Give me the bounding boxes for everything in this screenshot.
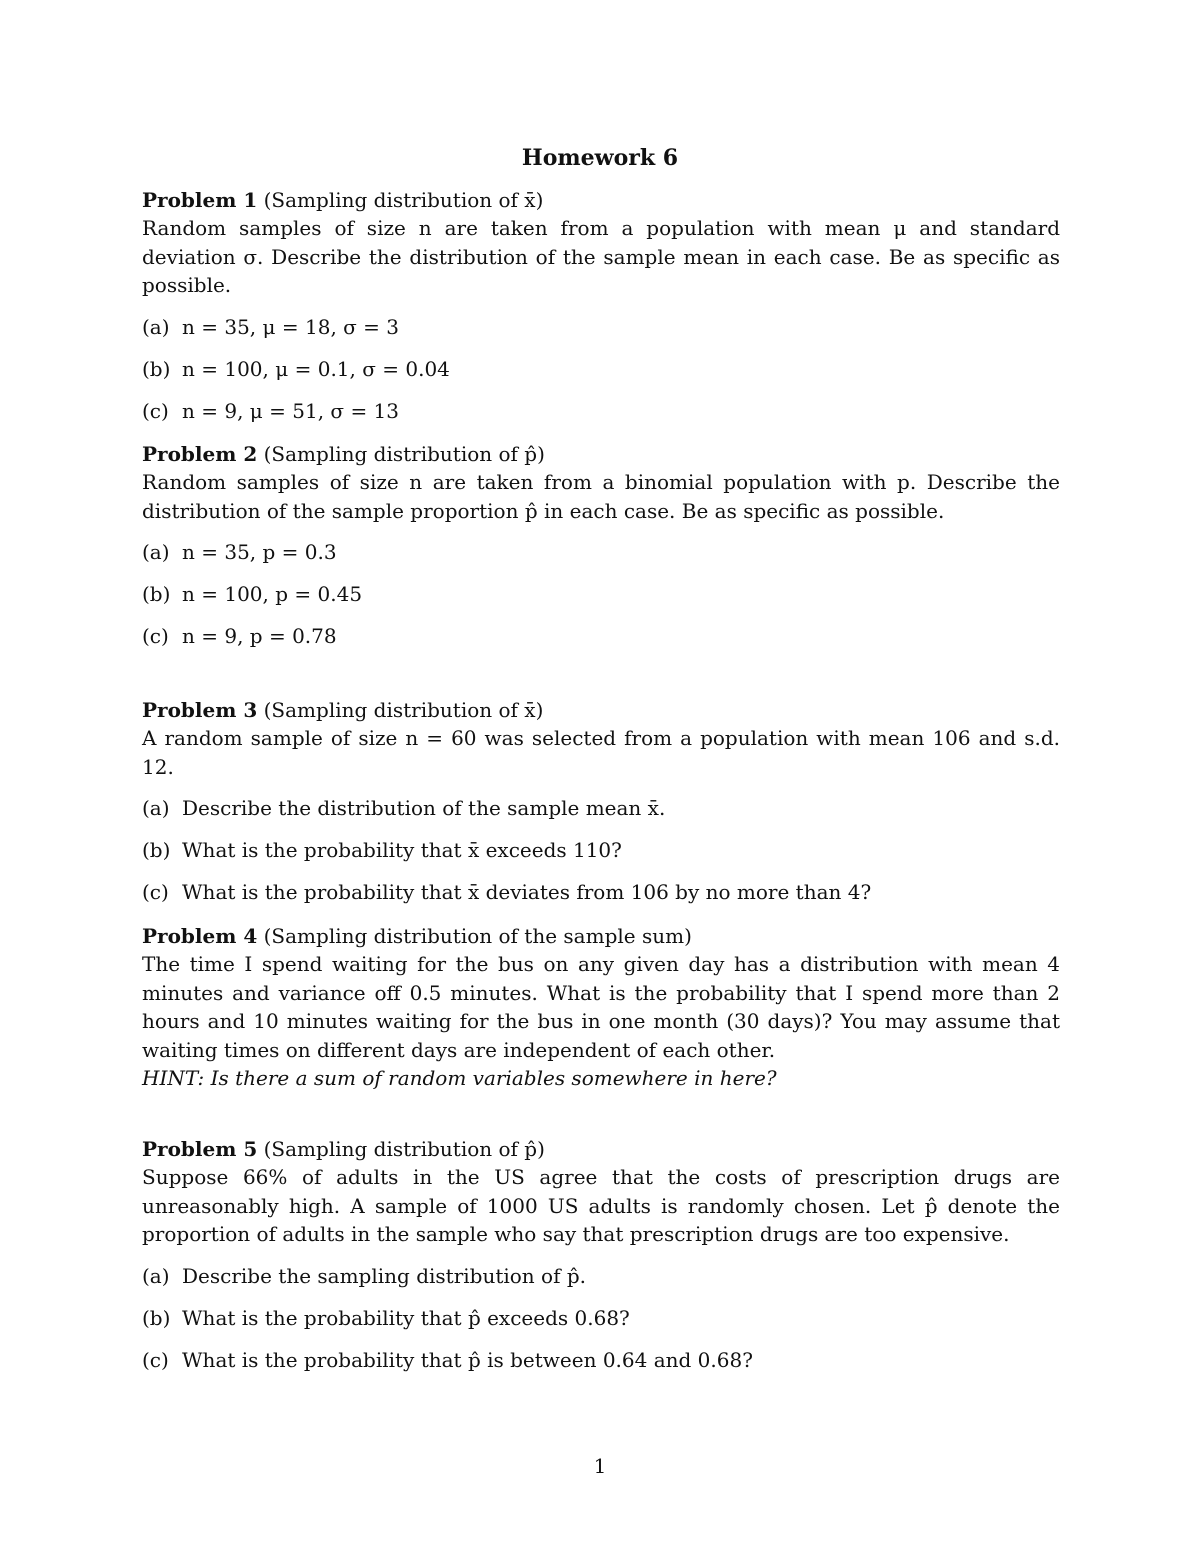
problem-name: Problem 4 <box>142 924 258 948</box>
item-text: What is the probability that p̂ is between 0.64 and 0.68? <box>182 1347 753 1372</box>
problem-heading <box>142 922 1060 950</box>
item-text: What is the probability that x̄ deviates from 106 by no more than 4? <box>182 880 872 904</box>
problem-body: Suppose 66% of adults in the US agree that the costs of prescription drugs are unreasonably high. A sample of 1000 US adults is randomly chosen. Let p̂ denote the proportion of adults in the sample who say that prescription drugs are too expensive. <box>142 1165 1060 1246</box>
problem-name: Problem 2 <box>142 442 258 466</box>
item-label: (c) <box>142 398 169 423</box>
problem-name: Problem 3 <box>142 698 258 722</box>
item-label: (c) <box>142 624 169 648</box>
problem-heading <box>142 186 1060 214</box>
problem-hint: HINT: Is there a sum of random variables somewhere in here? <box>142 1066 777 1090</box>
list-item <box>142 354 1060 384</box>
problem-name: Problem 1 <box>142 188 258 212</box>
problem-heading <box>142 440 1060 468</box>
list-item <box>142 793 1060 823</box>
problem-body: Random samples of size n are taken from a binomial population with p. Describe the distribution of the sample proportion p̂ in each case. Be as specific as possible. <box>142 470 1060 523</box>
item-label: (b) <box>142 838 171 862</box>
problem-items <box>142 793 1060 907</box>
problem-name: Problem 5 <box>142 1137 258 1161</box>
problem-heading <box>142 1135 1060 1163</box>
list-item <box>142 1261 1060 1291</box>
item-text: Describe the sampling distribution of p̂. <box>182 1263 587 1288</box>
item-label: (c) <box>142 880 169 904</box>
problem-items <box>142 1261 1060 1375</box>
list-item <box>142 621 1060 651</box>
item-text: n = 9, μ = 51, σ = 13 <box>182 398 400 423</box>
problem-body: The time I spend waiting for the bus on any given day has a distribution with mean 4 minutes and variance off 0.5 minutes. What is the probability that I spend more than 2 hours and 10 minutes waiting for the bus in one month (30 days)? You may assume that waiting times on different days are independent of each other. <box>142 952 1060 1062</box>
list-item <box>142 835 1060 865</box>
list-item <box>142 1345 1060 1375</box>
list-item <box>142 312 1060 342</box>
item-label: (a) <box>142 1263 170 1288</box>
list-item <box>142 537 1060 567</box>
page-number: 1 <box>593 1454 607 1478</box>
problem-items <box>142 312 1060 426</box>
item-label: (a) <box>142 314 170 339</box>
problem-body: A random sample of size n = 60 was selected from a population with mean 106 and s.d. 12. <box>142 726 1060 779</box>
item-text: Describe the distribution of the sample mean x̄. <box>182 796 666 820</box>
item-text: n = 9, p = 0.78 <box>182 624 337 648</box>
item-text: What is the probability that p̂ exceeds 0.68? <box>182 1305 630 1330</box>
item-label: (c) <box>142 1347 169 1372</box>
problem-4 <box>142 922 1060 1093</box>
problem-5 <box>142 1135 1060 1387</box>
item-text: n = 35, p = 0.3 <box>182 540 337 564</box>
item-label: (a) <box>142 796 170 820</box>
item-label: (b) <box>142 582 171 606</box>
problem-3 <box>142 696 1060 919</box>
problem-1 <box>142 186 1060 438</box>
item-label: (b) <box>142 356 171 381</box>
list-item <box>142 1303 1060 1333</box>
problem-topic: (Sampling distribution of x̄) <box>263 188 544 212</box>
item-label: (b) <box>142 1305 171 1330</box>
problem-topic: (Sampling distribution of the sample sum) <box>263 924 692 948</box>
item-text: n = 100, μ = 0.1, σ = 0.04 <box>182 356 450 381</box>
item-text: What is the probability that x̄ exceeds 110? <box>182 838 622 862</box>
item-label: (a) <box>142 540 170 564</box>
problem-items <box>142 537 1060 651</box>
item-text: n = 100, p = 0.45 <box>182 582 363 606</box>
problem-body: Random samples of size n are taken from a population with mean μ and standard deviation σ. Describe the distribution of the sample mean in each case. Be as specific as possible. <box>142 216 1060 297</box>
problem-topic: (Sampling distribution of p̂) <box>263 1137 545 1161</box>
list-item <box>142 579 1060 609</box>
item-text: n = 35, μ = 18, σ = 3 <box>182 314 400 339</box>
problem-heading <box>142 696 1060 724</box>
problem-2 <box>142 440 1060 663</box>
page-title: Homework 6 <box>521 145 679 171</box>
problem-topic: (Sampling distribution of p̂) <box>263 442 545 466</box>
list-item <box>142 877 1060 907</box>
list-item <box>142 396 1060 426</box>
problem-topic: (Sampling distribution of x̄) <box>263 698 544 722</box>
